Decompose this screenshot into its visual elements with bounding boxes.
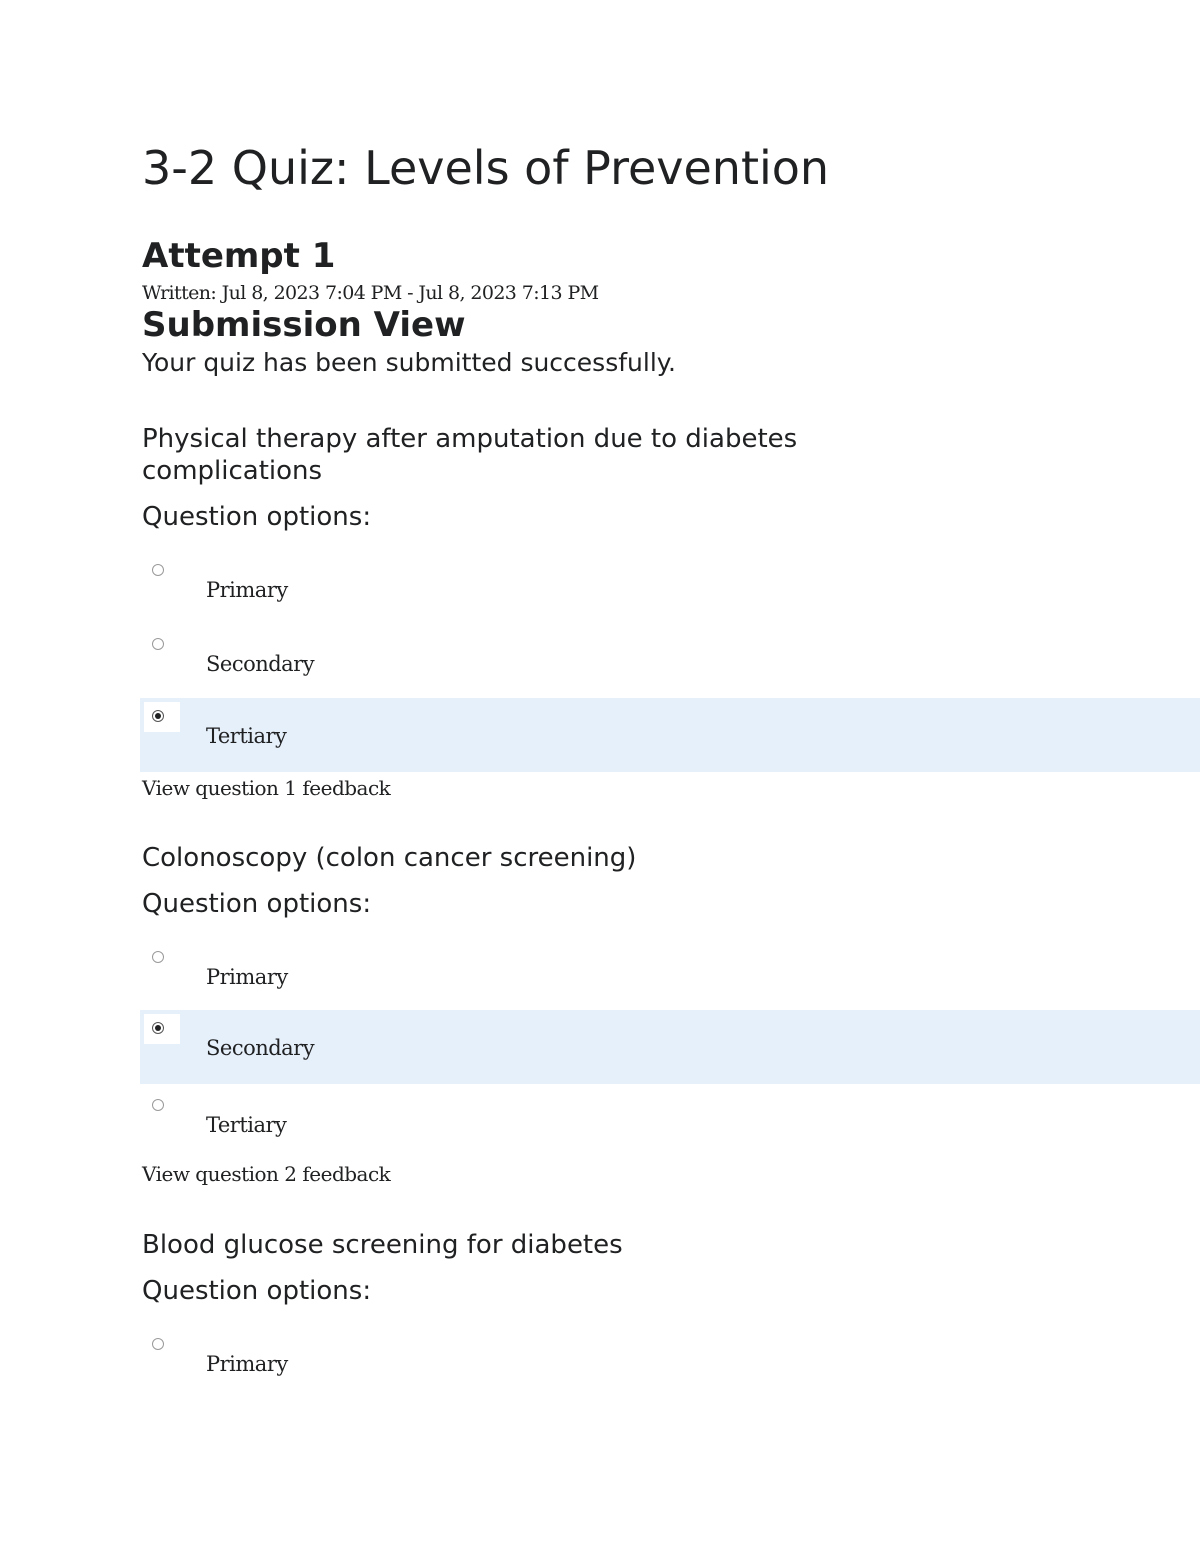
option-secondary[interactable] xyxy=(140,1010,1200,1084)
option-label: Primary xyxy=(206,578,288,602)
view-feedback-link[interactable]: View question 1 feedback xyxy=(142,776,391,800)
attempt-written-time: Written: Jul 8, 2023 7:04 PM - Jul 8, 2023 7:13 PM xyxy=(142,282,599,304)
radio-container xyxy=(144,943,180,973)
radio-button-icon[interactable] xyxy=(152,951,164,963)
question-options-label: Question options: xyxy=(142,889,372,919)
question-options-label: Question options: xyxy=(142,502,372,532)
radio-button-selected-icon[interactable] xyxy=(152,1022,164,1034)
view-feedback-link[interactable]: View question 2 feedback xyxy=(142,1162,391,1186)
option-primary[interactable] xyxy=(140,1326,1200,1400)
attempt-heading: Attempt 1 xyxy=(142,236,336,276)
quiz-title: 3-2 Quiz: Levels of Prevention xyxy=(142,141,830,195)
option-label: Secondary xyxy=(206,652,315,676)
question-text: Physical therapy after amputation due to diabetes complications xyxy=(142,424,798,486)
radio-button-icon[interactable] xyxy=(152,1099,164,1111)
option-label: Primary xyxy=(206,965,288,989)
option-label: Secondary xyxy=(206,1036,315,1060)
radio-button-selected-icon[interactable] xyxy=(152,710,164,722)
option-tertiary[interactable] xyxy=(140,1087,1200,1161)
radio-container xyxy=(144,1330,180,1360)
submission-view-heading: Submission View xyxy=(142,305,466,345)
option-label: Tertiary xyxy=(206,724,287,748)
question-text: Blood glucose screening for diabetes xyxy=(142,1230,623,1260)
option-label: Tertiary xyxy=(206,1113,287,1137)
radio-container xyxy=(144,1014,180,1044)
question-options-label: Question options: xyxy=(142,1276,372,1306)
option-primary[interactable] xyxy=(140,552,1200,626)
option-primary[interactable] xyxy=(140,939,1200,1013)
radio-container xyxy=(144,702,180,732)
radio-container xyxy=(144,556,180,586)
radio-container xyxy=(144,630,180,660)
radio-button-icon[interactable] xyxy=(152,638,164,650)
option-secondary[interactable] xyxy=(140,626,1200,700)
submission-status-message: Your quiz has been submitted successfully. xyxy=(142,348,676,377)
radio-button-icon[interactable] xyxy=(152,1338,164,1350)
radio-button-icon[interactable] xyxy=(152,564,164,576)
question-text: Colonoscopy (colon cancer screening) xyxy=(142,843,637,873)
option-tertiary[interactable] xyxy=(140,698,1200,772)
option-label: Primary xyxy=(206,1352,288,1376)
radio-container xyxy=(144,1091,180,1121)
